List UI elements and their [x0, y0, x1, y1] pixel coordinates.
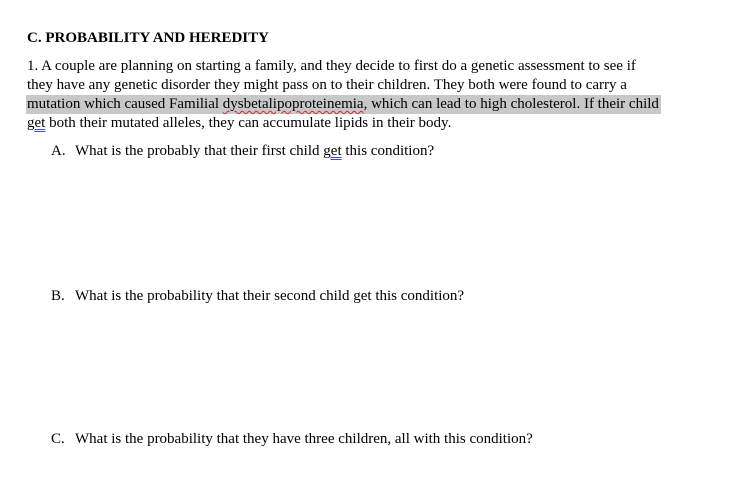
- question-c: [51, 430, 533, 448]
- problem-line-4: [27, 114, 687, 133]
- question-c-text: What is the probability that they have three children, all with this condition?: [75, 431, 533, 447]
- misspelled-word[interactable]: dysbetalipoproteinemia: [222, 96, 364, 112]
- question-c-letter: C.: [51, 431, 65, 447]
- question-b-text: What is the probability that their second child get this condition?: [75, 288, 465, 304]
- question-a-text-end: this condition?: [341, 143, 435, 159]
- problem-line-3-start: mutation which caused Familial: [27, 96, 223, 112]
- problem-paragraph: [27, 57, 687, 133]
- question-a-text-start: What is the probably that their first child: [75, 143, 324, 159]
- section-heading: C. PROBABILITY AND HEREDITY: [27, 30, 269, 46]
- grammar-flagged-word[interactable]: get: [27, 115, 46, 131]
- question-a-letter: A.: [51, 143, 66, 159]
- grammar-flagged-word[interactable]: get: [323, 143, 342, 159]
- question-a: [51, 142, 434, 160]
- problem-line-3-end: , which can lead to high cholesterol. If their child: [363, 96, 659, 112]
- problem-line-4-end: both their mutated alleles, they can accumulate lipids in their body.: [45, 115, 452, 131]
- selected-text-highlight: [26, 95, 661, 114]
- problem-line-3: [27, 95, 687, 114]
- problem-line-2: they have any genetic disorder they might pass on to their children. They both were found to carry a: [27, 77, 627, 93]
- question-b-letter: B.: [51, 288, 65, 304]
- question-b: [51, 287, 464, 305]
- problem-line-1: 1. A couple are planning on starting a family, and they decide to first do a genetic assessment to see if: [27, 58, 636, 74]
